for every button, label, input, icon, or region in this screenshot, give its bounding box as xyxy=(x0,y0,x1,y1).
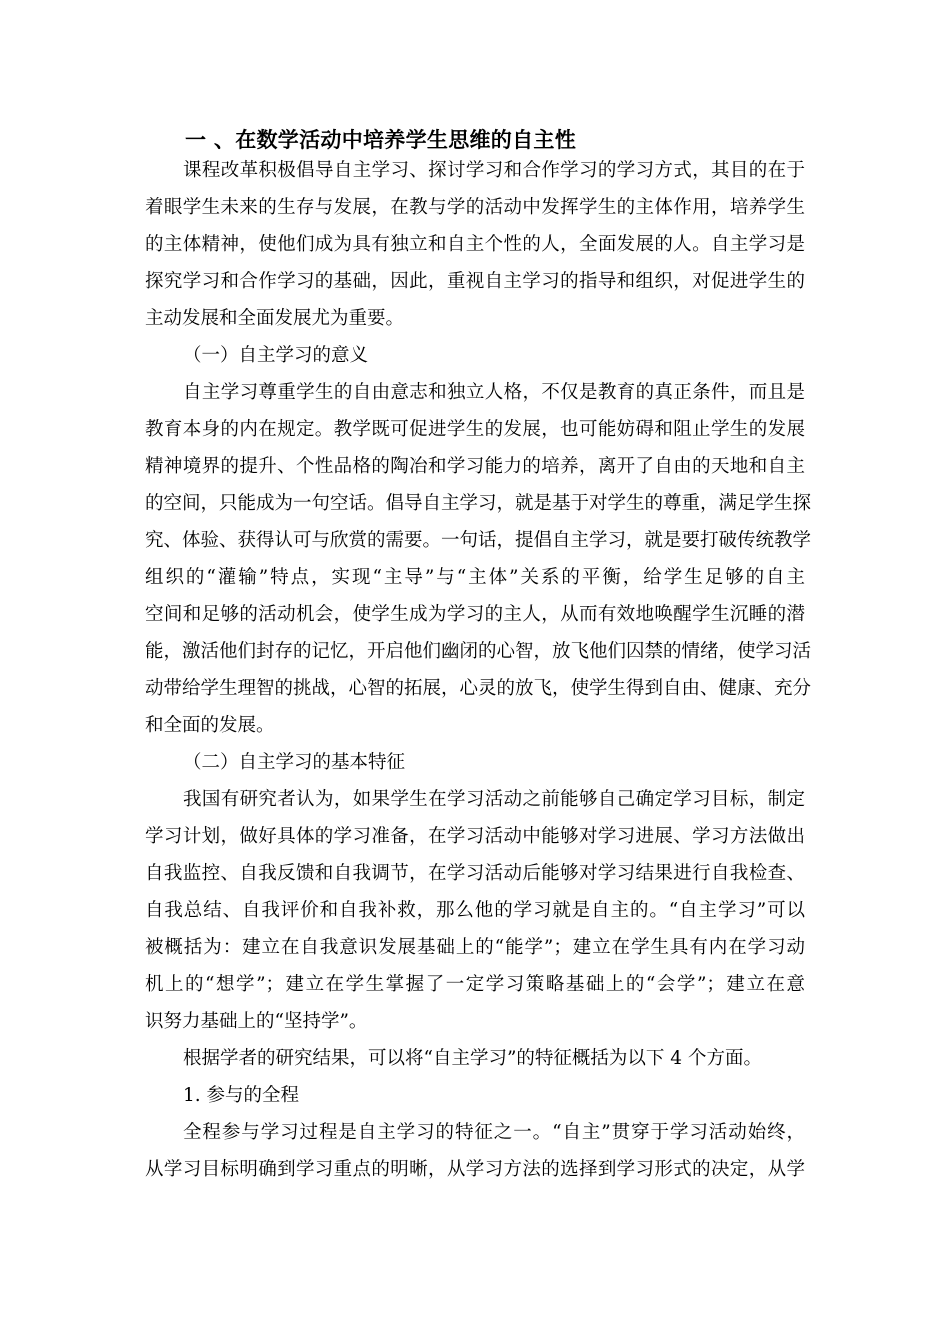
text-line: 学习计划，做好具体的学习准备，在学习活动中能够对学习进展、学习方法做出 xyxy=(145,826,805,847)
text-line: 根据学者的研究结果，可以将“自主学习”的特征概括为以下 4 个方面。 xyxy=(183,1048,762,1069)
text-line: 探究学习和合作学习的基础，因此，重视自主学习的指导和组织，对促进学生的 xyxy=(145,271,805,292)
text-line: 究、体验、获得认可与欣赏的需要。一句话，提倡自主学习，就是要打破传统教学 xyxy=(145,530,812,551)
text-line: 自主学习尊重学生的自由意志和独立人格，不仅是教育的真正条件，而且是 xyxy=(183,382,805,403)
text-line: 着眼学生未来的生存与发展，在教与学的活动中发挥学生的主体作用，培养学生 xyxy=(145,197,805,218)
text-line: 精神境界的提升、个性品格的陶冶和学习能力的培养，离开了自由的天地和自主 xyxy=(145,456,805,477)
text-line: 组织的“灌输”特点，实现“主导”与“主体”关系的平衡，给学生足够的自主 xyxy=(145,567,805,588)
list-item-heading: 1. 参与的全程 xyxy=(183,1085,300,1106)
text-line: 的主体精神，使他们成为具有独立和自主个性的人，全面发展的人。自主学习是 xyxy=(145,234,805,255)
text-line: 和全面的发展。 xyxy=(145,715,275,736)
text-line: 课程改革积极倡导自主学习、探讨学习和合作学习的学习方式，其目的在于 xyxy=(183,160,805,181)
section-heading: 一 、在数学活动中培养学生思维的自主性 xyxy=(185,128,577,152)
text-line: 自我总结、自我评价和自我补救，那么他的学习就是自主的。“自主学习”可以 xyxy=(145,900,805,921)
text-line: 能，激活他们封存的记忆，开启他们幽闭的心智，放飞他们囚禁的情绪，使学习活 xyxy=(145,641,812,662)
text-line: 的空间，只能成为一句空话。倡导自主学习，就是基于对学生的尊重，满足学生探 xyxy=(145,493,812,514)
text-line: 主动发展和全面发展尤为重要。 xyxy=(145,308,405,329)
text-line: 我国有研究者认为，如果学生在学习活动之前能够自己确定学习目标，制定 xyxy=(183,789,805,810)
text-line: 自我监控、自我反馈和自我调节，在学习活动后能够对学习结果进行自我检查、 xyxy=(145,863,805,884)
text-line: 全程参与学习过程是自主学习的特征之一。“自主”贯穿于学习活动始终， xyxy=(183,1122,805,1143)
text-line: 被概括为：建立在自我意识发展基础上的“能学”；建立在学生具有内在学习动 xyxy=(145,937,805,958)
text-line: 空间和足够的活动机会，使学生成为学习的主人，从而有效地唤醒学生沉睡的潜 xyxy=(145,604,805,625)
subsection-heading: （二）自主学习的基本特征 xyxy=(183,752,406,773)
text-line: 机上的“想学”；建立在学生掌握了一定学习策略基础上的“会学”；建立在意 xyxy=(145,974,805,995)
text-line: 识努力基础上的“坚持学”。 xyxy=(145,1011,368,1032)
text-line: 动带给学生理智的挑战，心智的拓展，心灵的放飞，使学生得到自由、健康、充分 xyxy=(145,678,812,699)
text-line: 从学习目标明确到学习重点的明晰，从学习方法的选择到学习形式的决定，从学 xyxy=(145,1159,805,1180)
text-line: 教育本身的内在规定。教学既可促进学生的发展，也可能妨碍和阻止学生的发展 xyxy=(145,419,805,440)
subsection-heading: （一）自主学习的意义 xyxy=(183,345,369,366)
